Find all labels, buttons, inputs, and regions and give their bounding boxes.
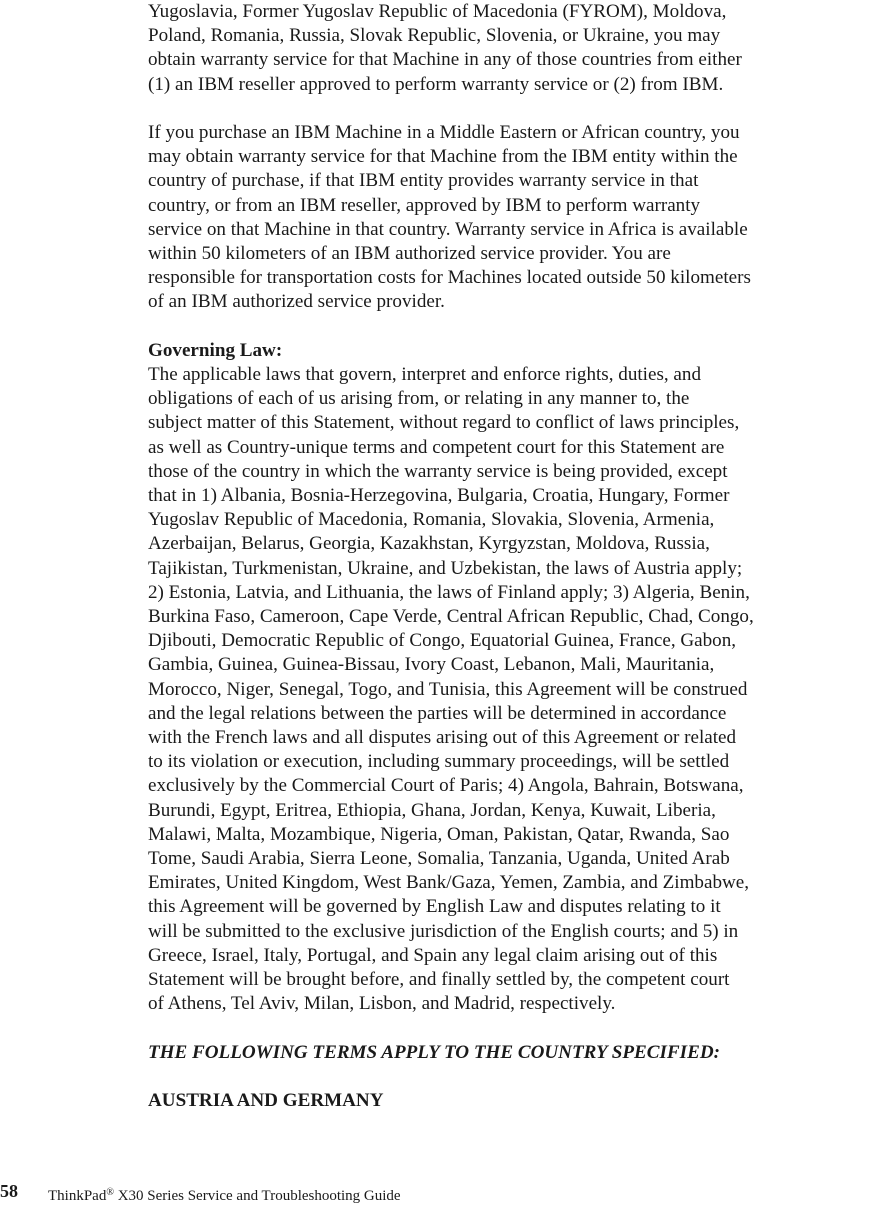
text-line: Burundi, Egypt, Eritrea, Ethiopia, Ghana, Jordan, Kenya, Kuwait, Liberia,: [148, 799, 716, 821]
governing-law-heading: Governing Law:: [148, 339, 283, 361]
text-line: subject matter of this Statement, without regard to conflict of laws principles,: [148, 412, 740, 434]
text-line: Burkina Faso, Cameroon, Cape Verde, Central African Republic, Chad, Congo,: [148, 606, 754, 628]
paragraph-governing-law: [148, 363, 882, 1016]
page-footer: [0, 1180, 885, 1202]
text-line: of an IBM authorized service provider.: [148, 291, 445, 313]
text-line: as well as Country-unique terms and competent court for this Statement are: [148, 436, 725, 458]
text-line: obligations of each of us arising from, or relating in any manner to, the: [148, 388, 690, 410]
text-line: to its violation or execution, including summary proceedings, will be settled: [148, 751, 730, 773]
text-line: If you purchase an IBM Machine in a Middle Eastern or African country, you: [148, 122, 740, 143]
text-line: of Athens, Tel Aviv, Milan, Lisbon, and Madrid, respectively.: [148, 993, 616, 1015]
text-line: with the French laws and all disputes arising out of this Agreement or related: [148, 727, 737, 749]
text-line: will be submitted to the exclusive jurisdiction of the English courts; and 5) in: [148, 920, 739, 942]
text-line: Poland, Romania, Russia, Slovak Republic, Slovenia, or Ukraine, you may: [148, 25, 721, 47]
text-line: obtain warranty service for that Machine in any of those countries from either: [148, 49, 742, 71]
text-line: Greece, Israel, Italy, Portugal, and Spain any legal claim arising out of this: [148, 944, 718, 966]
text-line: Statement will be brought before, and finally settled by, the competent court: [148, 969, 730, 991]
paragraph-middle-east-africa: [148, 121, 882, 315]
text-line: Morocco, Niger, Senegal, Togo, and Tunisia, this Agreement will be construed: [148, 678, 748, 700]
text-line: country, or from an IBM reseller, approved by IBM to perform warranty: [148, 194, 701, 216]
text-line: Tajikistan, Turkmenistan, Ukraine, and Uzbekistan, the laws of Austria apply;: [148, 557, 743, 579]
text-line: exclusively by the Commercial Court of Paris; 4) Angola, Bahrain, Botswana,: [148, 775, 744, 797]
text-line: Malawi, Malta, Mozambique, Nigeria, Oman, Pakistan, Qatar, Rwanda, Sao: [148, 823, 730, 845]
paragraph-intro: [148, 0, 882, 97]
text-line: Yugoslavia, Former Yugoslav Republic of Macedonia (FYROM), Moldova,: [148, 1, 727, 22]
text-line: that in 1) Albania, Bosnia-Herzegovina, Bulgaria, Croatia, Hungary, Former: [148, 485, 730, 507]
text-line: The applicable laws that govern, interpret and enforce rights, duties, and: [148, 364, 701, 386]
text-line: this Agreement will be governed by English Law and disputes relating to it: [148, 896, 721, 918]
following-terms-heading: THE FOLLOWING TERMS APPLY TO THE COUNTRY SPECIFIED:: [148, 1041, 720, 1063]
text-line: 2) Estonia, Latvia, and Lithuania, the laws of Finland apply; 3) Algeria, Benin,: [148, 581, 750, 603]
text-line: service on that Machine in that country. Warranty service in Africa is available: [148, 218, 748, 240]
text-line: Yugoslav Republic of Macedonia, Romania, Slovakia, Slovenia, Armenia,: [148, 509, 715, 531]
paragraph-spacer: [148, 97, 882, 121]
text-line: country of purchase, if that IBM entity provides warranty service in that: [148, 170, 699, 192]
page-number: 58: [0, 1181, 18, 1201]
text-line: Emirates, United Kingdom, West Bank/Gaza, Yemen, Zambia, and Zimbabwe,: [148, 872, 750, 894]
footer-title-suffix: X30 Series Service and Troubleshooting Guide: [113, 1188, 401, 1204]
text-line: may obtain warranty service for that Machine from the IBM entity within the: [148, 146, 738, 168]
paragraph-spacer: [148, 1017, 882, 1041]
text-line: Djibouti, Democratic Republic of Congo, Equatorial Guinea, France, Gabon,: [148, 630, 737, 652]
text-line: and the legal relations between the parties will be determined in accordance: [148, 702, 727, 724]
text-line: Azerbaijan, Belarus, Georgia, Kazakhstan, Kyrgyzstan, Moldova, Russia,: [148, 533, 710, 555]
text-line: within 50 kilometers of an IBM authorized service provider. You are: [148, 243, 671, 265]
footer-book-title: [48, 1184, 401, 1205]
registered-trademark-mark: ®: [106, 1187, 114, 1198]
country-heading: AUSTRIA AND GERMANY: [148, 1090, 384, 1112]
text-line: (1) an IBM reseller approved to perform warranty service or (2) from IBM.: [148, 73, 724, 95]
footer-title-prefix: ThinkPad: [48, 1188, 107, 1204]
text-line: Tome, Saudi Arabia, Sierra Leone, Somalia, Tanzania, Uganda, United Arab: [148, 848, 730, 870]
paragraph-spacer: [148, 315, 882, 339]
text-line: responsible for transportation costs for Machines located outside 50 kilometers: [148, 267, 751, 289]
paragraph-spacer: [148, 1065, 882, 1089]
text-line: Gambia, Guinea, Guinea-Bissau, Ivory Coast, Lebanon, Mali, Mauritania,: [148, 654, 715, 676]
document-body: [148, 0, 882, 1113]
text-line: those of the country in which the warranty service is being provided, except: [148, 460, 728, 482]
